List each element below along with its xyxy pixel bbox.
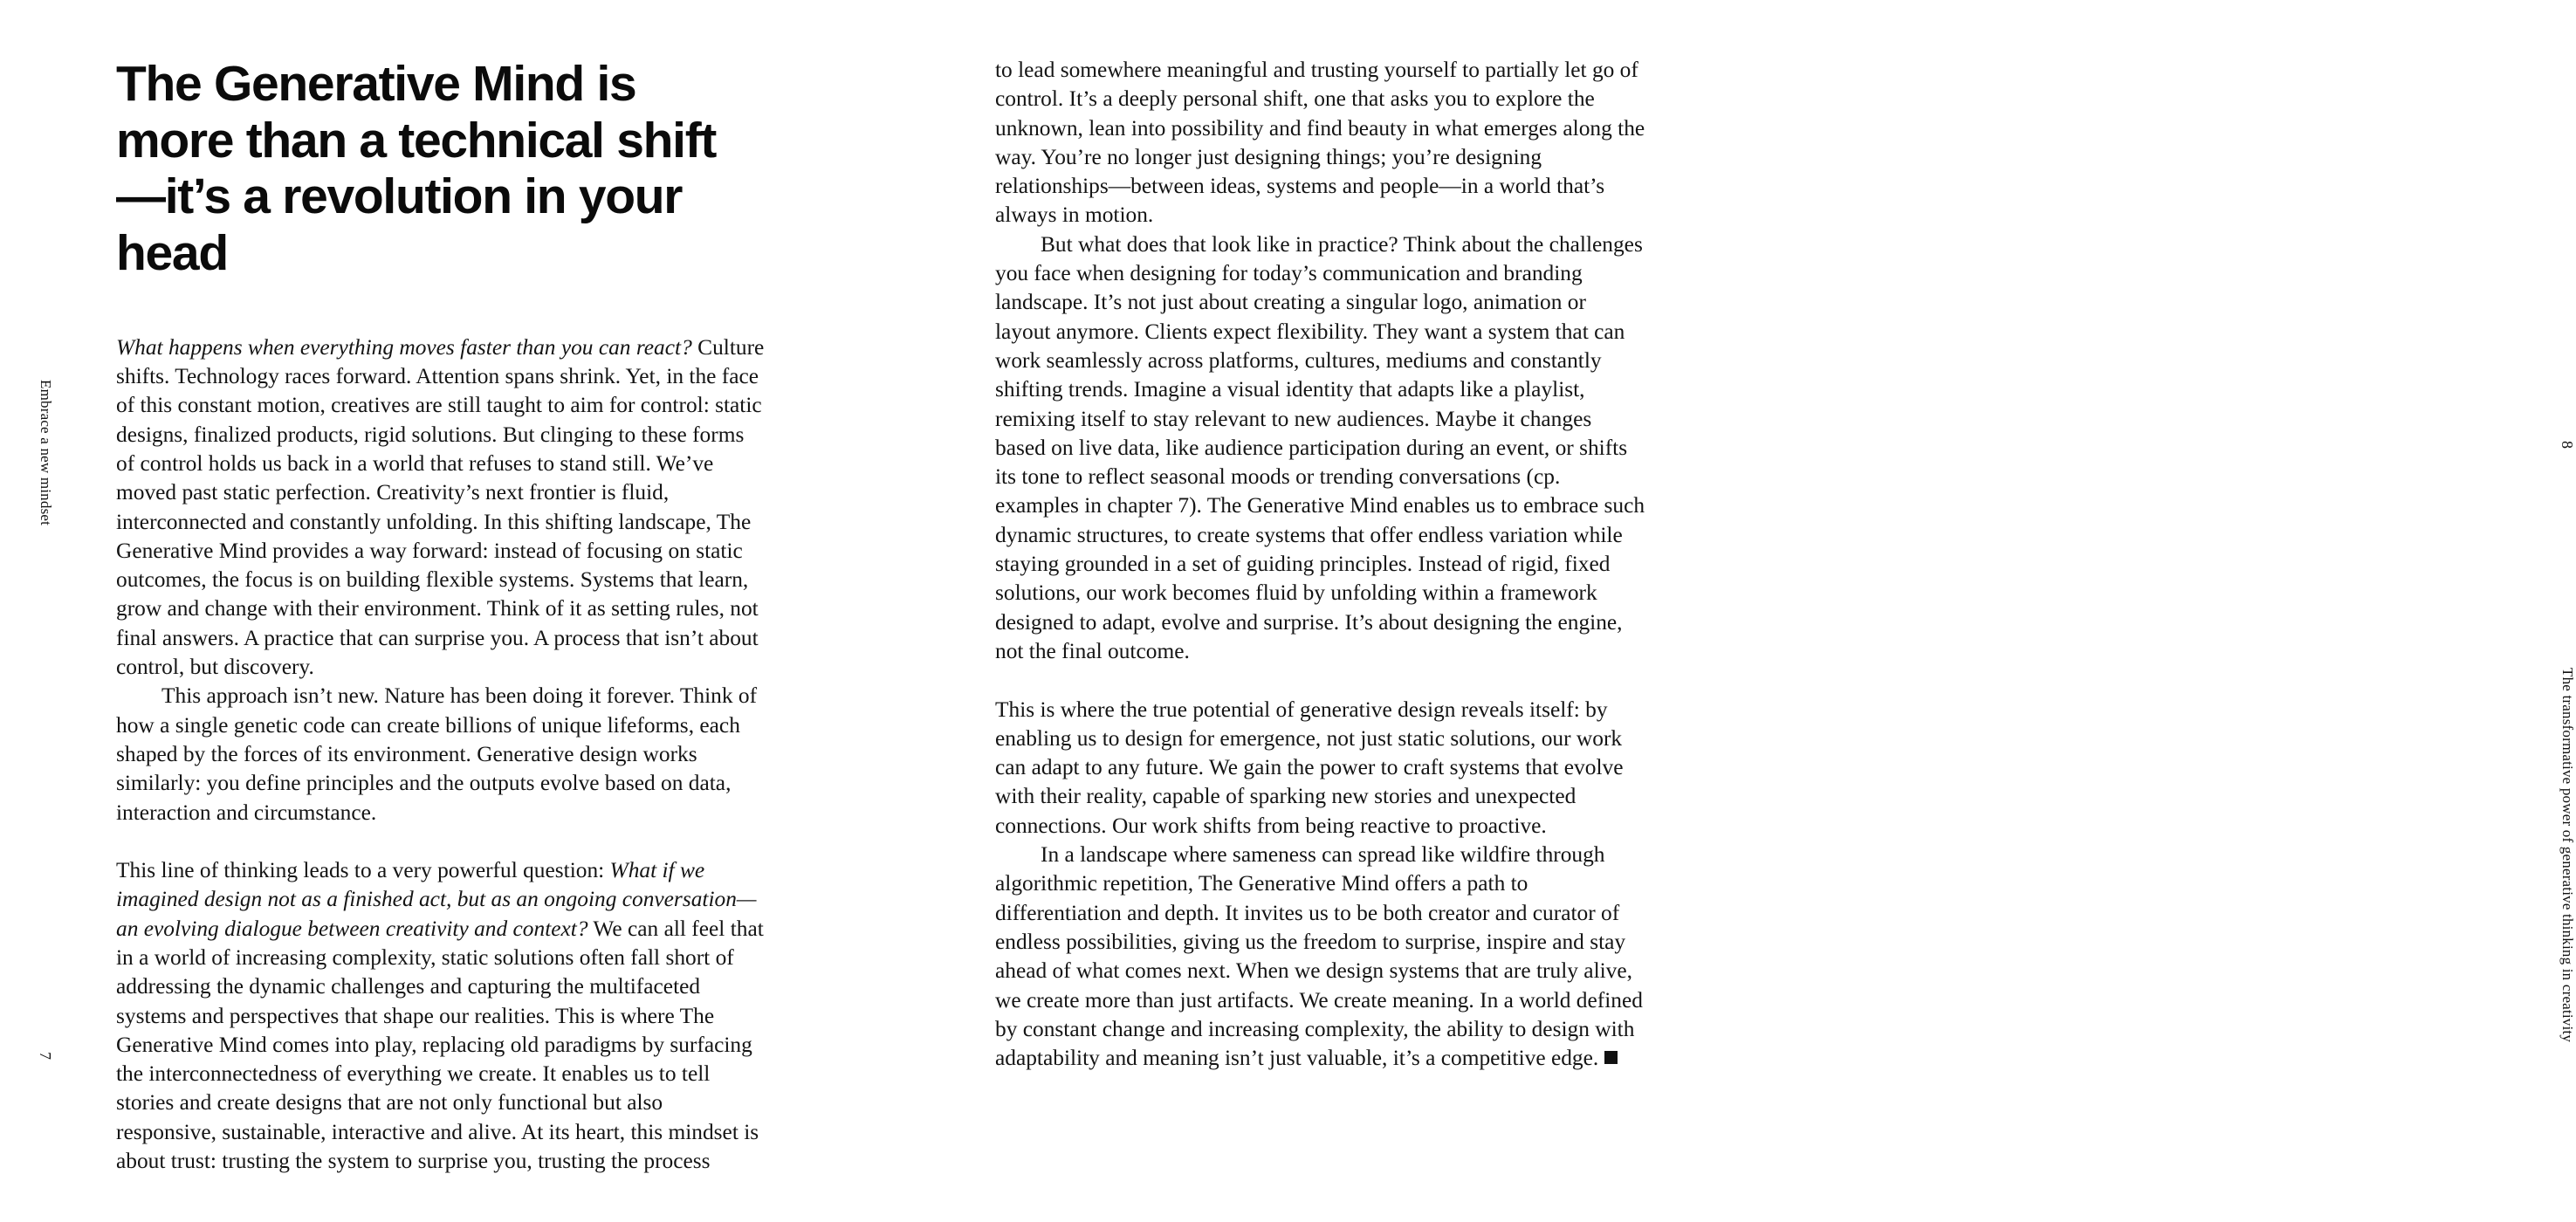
p3-italic-question: What if we imagined design not as a finished act, but as an ongoing conversation—an evolving dialogue between creativity and context? [116,858,757,941]
paragraph-p3 [116,856,766,1176]
left-running-head: Embrace a new mindset [38,380,54,526]
left-page-folio: 7 [37,1052,54,1061]
right-page-folio: 8 [2559,441,2576,450]
left-text-column [116,56,766,1176]
left-page [0,0,873,1222]
left-body-text [116,333,766,1177]
right-text-column [995,56,1645,1073]
paragraph-p5 [995,230,1645,666]
right-page [873,0,2576,1222]
p3-text-before-italic: This line of thinking leads to a very powerful question: [116,858,610,883]
p1-text: Culture shifts. Technology races forward. Attention spans shrink. Yet, in the face of this constant motion, creatives are still taught to aim for control: static designs, finalized products, rigid solutions. But clinging to these forms of control holds us back in a world that refuses to stand still. We’ve moved past static perfection. Creativity’s next frontier is fluid, interconnected and constantly unfolding. In this shifting landscape, The Generative Mind provides a way forward: instead of focusing on static outcomes, the focus is on building flexible systems. Systems that learn, grow and change with their environment. Think of it as setting rules, not final answers. A practice that can surprise you. A process that isn’t about control, but discovery. [116,334,765,680]
paragraph-p4 [995,56,1645,230]
p1-lead-italic: What happens when everything moves faster than you can react? [116,334,692,360]
end-of-article-mark [1604,1051,1618,1064]
right-body-text [995,56,1645,1073]
paragraph-p7 [995,841,1645,1073]
p3-text-after-italic: We can all feel that in a world of increasing complexity, static solutions often fall short of addressing the dynamic challenges and capturing the multifaceted systems and perspectives that shape our realities. This is where The Generative Mind comes into play, replacing old paradigms by surfacing the interconnectedness of everything we create. It enables us to tell stories and create designs that are not only functional but also responsive, sustainable, interactive and alive. At its heart, this mindset is about trust: trusting the system to surprise you, trusting the process [116,916,764,1174]
paragraph-p6 [995,696,1645,841]
p2-text: This approach isn’t new. Nature has been doing it forever. Think of how a single genetic code can create billions of unique lifeforms, each shaped by the forces of its environment. Generative design works similarly: you define principles and the outputs evolve based on data, interaction and circumstance. [116,683,758,825]
paragraph-p1 [116,333,766,683]
p7-text: In a landscape where sameness can spread like wildfire through algorithmic repetition, The Generative Mind offers a path to differentiation and depth. It invites us to be both creator and curator of endless possibilities, giving us the freedom to surprise, inspire and stay ahead of what comes next. When we design systems that are truly alive, we create more than just artifacts. We create meaning. In a world defined by constant change and increasing complexity, the ability to design with adaptability and meaning isn’t just valuable, it’s a competitive edge. [995,842,1643,1071]
p4-text: to lead somewhere meaningful and trusting yourself to partially let go of control. It’s a deeply personal shift, one that asks you to explore the unknown, lean into possibility and find beauty in what emerges along the way. You’re no longer just designing things; you’re designing relationships—between ideas, systems and people—in a world that’s always in motion. [995,58,1645,228]
paragraph-p2 [116,682,766,827]
page-title: The Generative Mind is more than a technical shift—it’s a revolution in your head [116,56,717,282]
headline-body-gap [116,282,766,333]
p6-text: This is where the true potential of generative design reveals itself: by enabling us to design for emergence, not just static solutions, our work can adapt to any future. We gain the power to craft systems that evolve with their reality, capable of sparking new stories and unexpected connections. Our work shifts from being reactive to proactive. [995,697,1624,838]
right-running-head: The transformative power of generative thinking in creativity [2559,668,2576,1043]
p5-text: But what does that look like in practice? Think about the challenges you face when designing for today’s communication and branding landscape. It’s not just about creating a singular logo, animation or layout anymore. Clients expect flexibility. They want a system that can work seamlessly across platforms, cultures, mediums and constantly shifting trends. Imagine a visual identity that adapts like a playlist, remixing itself to stay relevant to new audiences. Maybe it changes based on live data, like audience participation during an event, or shifts its tone to reflect seasonal moods or trending conversations (cp. examples in chapter 7). The Generative Mind enables us to embrace such dynamic structures, to create systems that offer endless variation while staying grounded in a set of guiding principles. Instead of rigid, fixed solutions, our work becomes fluid by unfolding within a framework designed to adapt, evolve and surprise. It’s about designing the engine, not the final outcome. [995,231,1645,663]
